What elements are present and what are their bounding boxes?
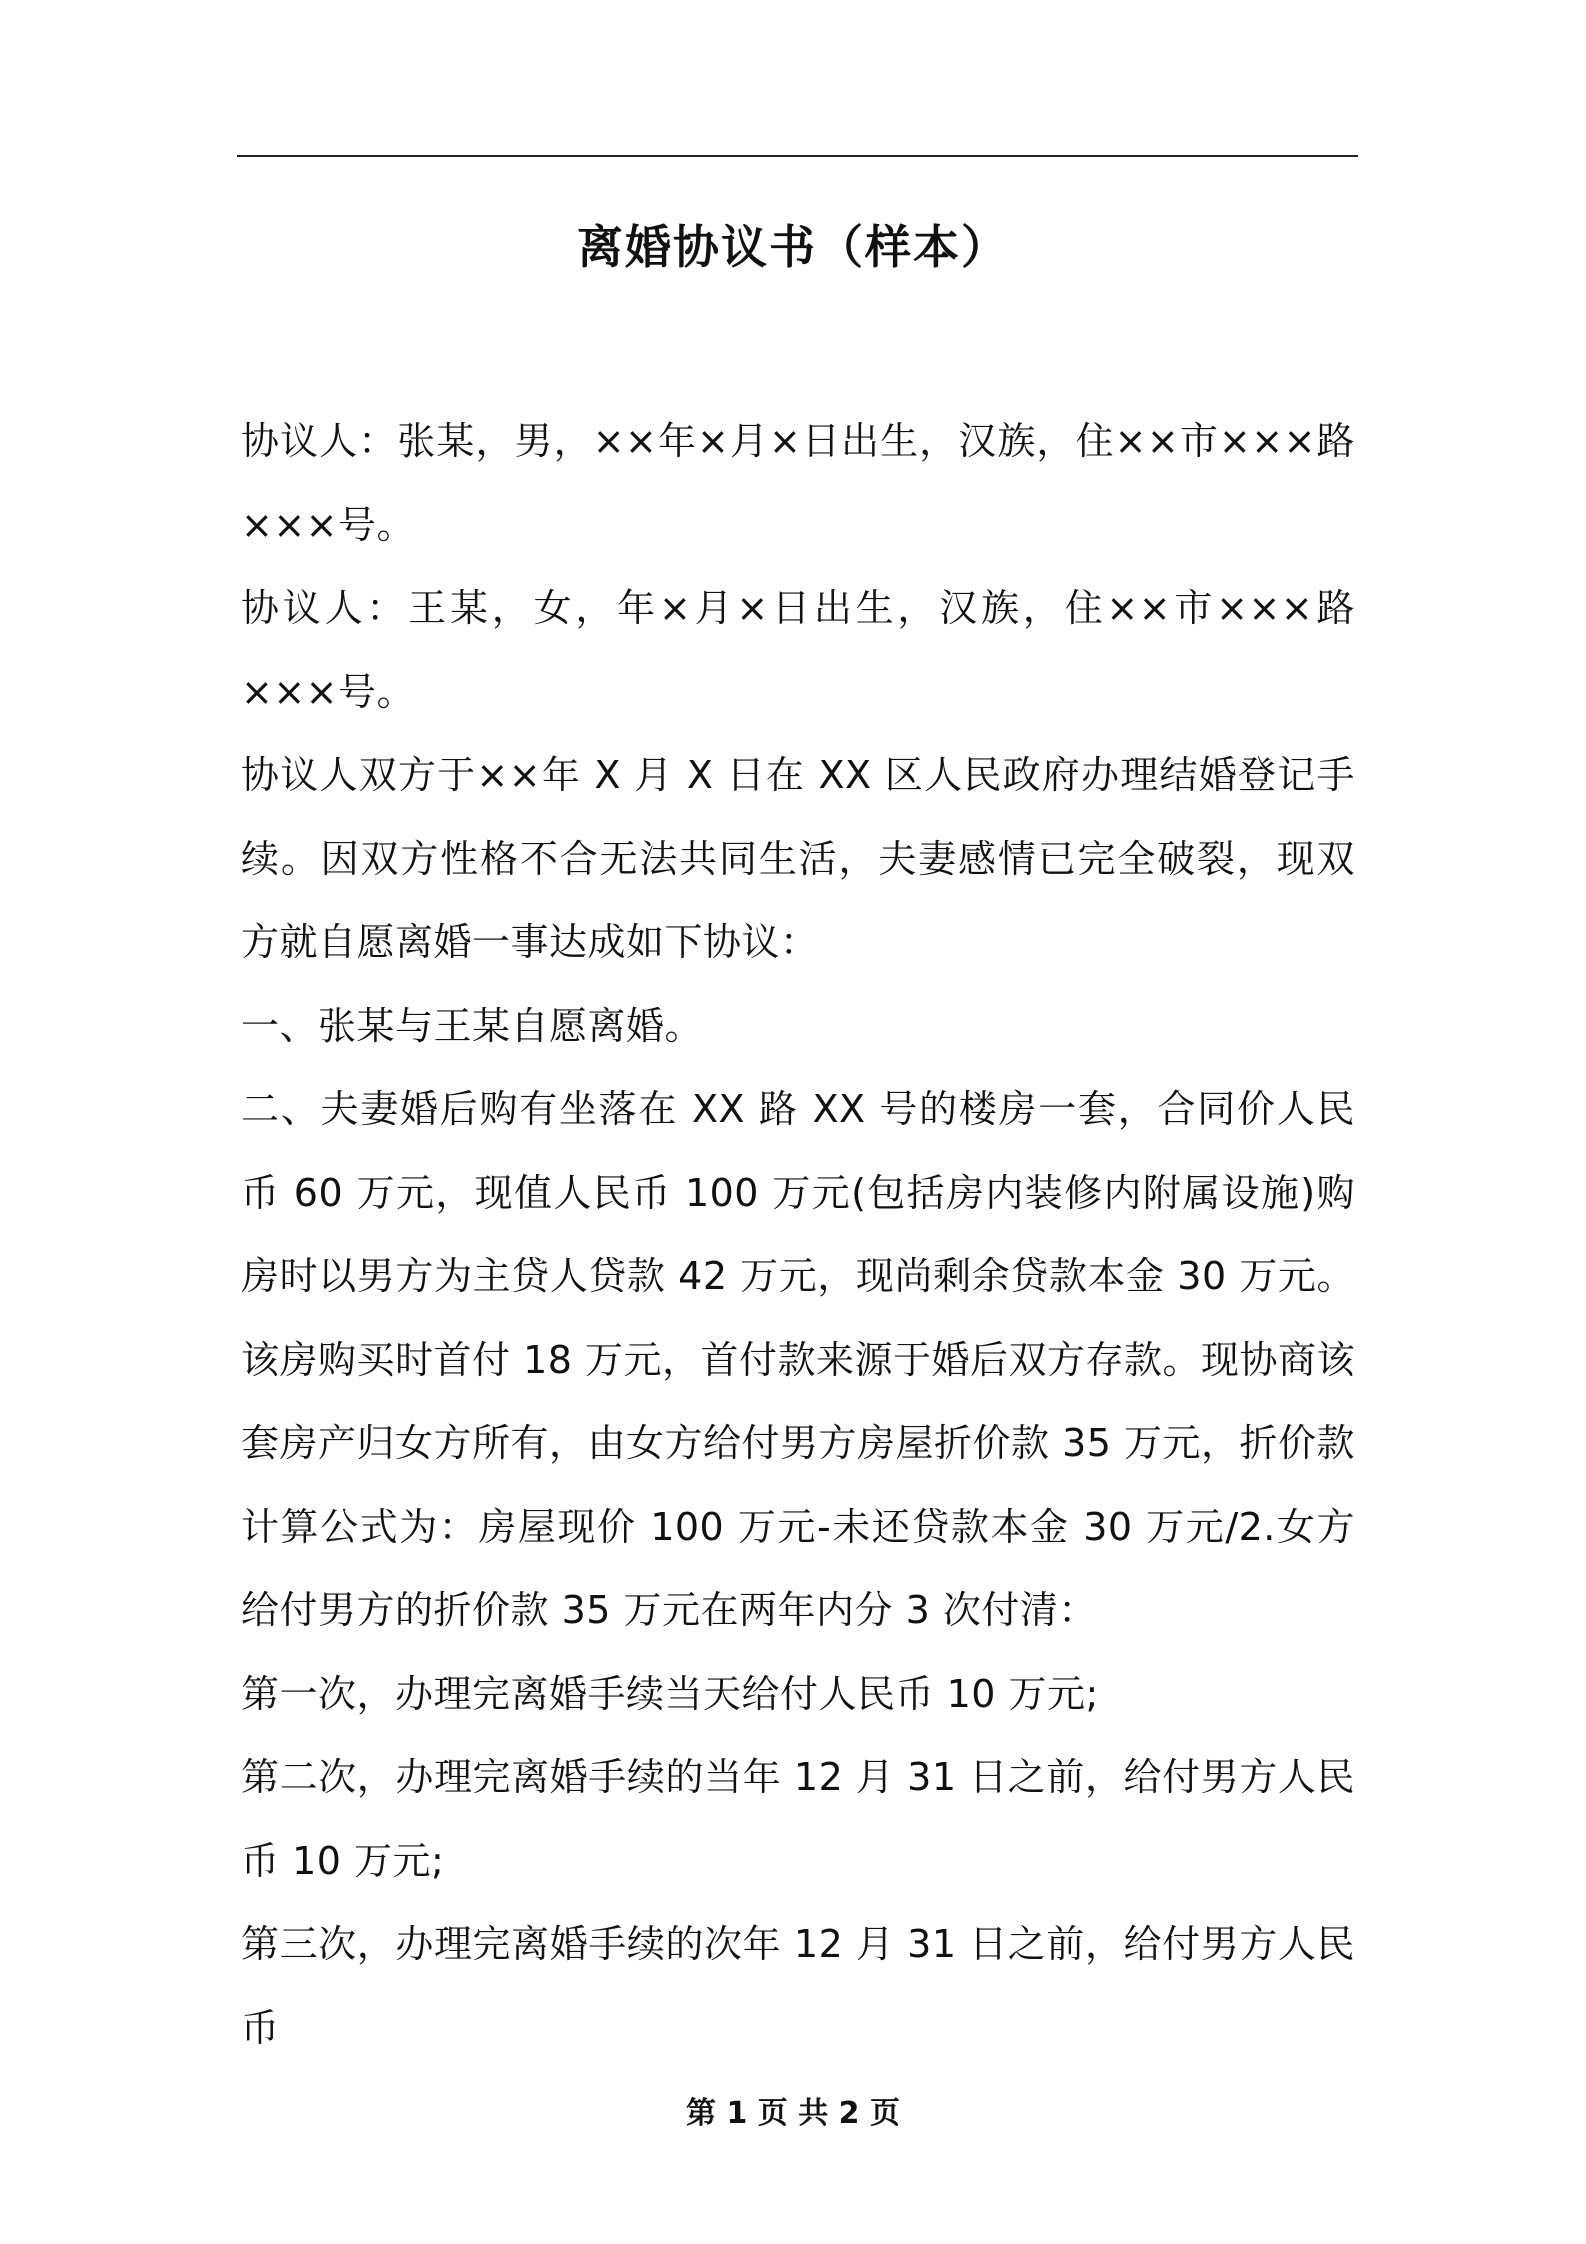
party-paragraph-1: 协议人：张某，男，××年×月×日出生，汉族，住××市×××路×××号。 [241,419,1355,547]
page-number-label: 第 1 页 共 2 页 [686,2096,900,2131]
header-rule [237,155,1358,157]
page-footer [0,2094,1586,2134]
payment-3-paragraph: 第三次，办理完离婚手续的次年 12 月 31 日之前，给付男方人民币 [241,1922,1355,2050]
document-title: 离婚协议书（样本） [577,220,1009,274]
clause-1-paragraph: 一、张某与王某自愿离婚。 [241,1003,704,1048]
payment-1-paragraph: 第一次，办理完离婚手续当天给付人民币 10 万元; [241,1671,1099,1716]
document-body [241,400,1355,2070]
party-paragraph-2: 协议人：王某，女，年×月×日出生，汉族，住××市×××路×××号。 [241,586,1355,714]
clause-2-paragraph: 二、夫妻婚后购有坐落在 XX 路 XX 号的楼房一套，合同价人民币 60 万元，现值人民币 100 万元(包括房内装修内附属设施)购房时以男方为主贷人贷款 42 万元，现尚剩余贷款本金 30 万元。该房购买时首付 18 万元，首付款来源于婚后双方存款。现协商该套房产归女方所有，由女方给付男方房屋折价款 35 万元，折价款计算公式为：房屋现价 100 万元-未还贷款本金 30 万元/2.女方给付男方的折价款 35 万元在两年内分 3 次付清： [241,1087,1356,1632]
background-paragraph: 协议人双方于××年 X 月 X 日在 XX 区人民政府办理结婚登记手续。因双方性格不合无法共同生活，夫妻感情已完全破裂，现双方就自愿离婚一事达成如下协议： [241,753,1355,964]
payment-2-paragraph: 第二次，办理完离婚手续的当年 12 月 31 日之前，给付男方人民币 10 万元; [241,1755,1355,1883]
